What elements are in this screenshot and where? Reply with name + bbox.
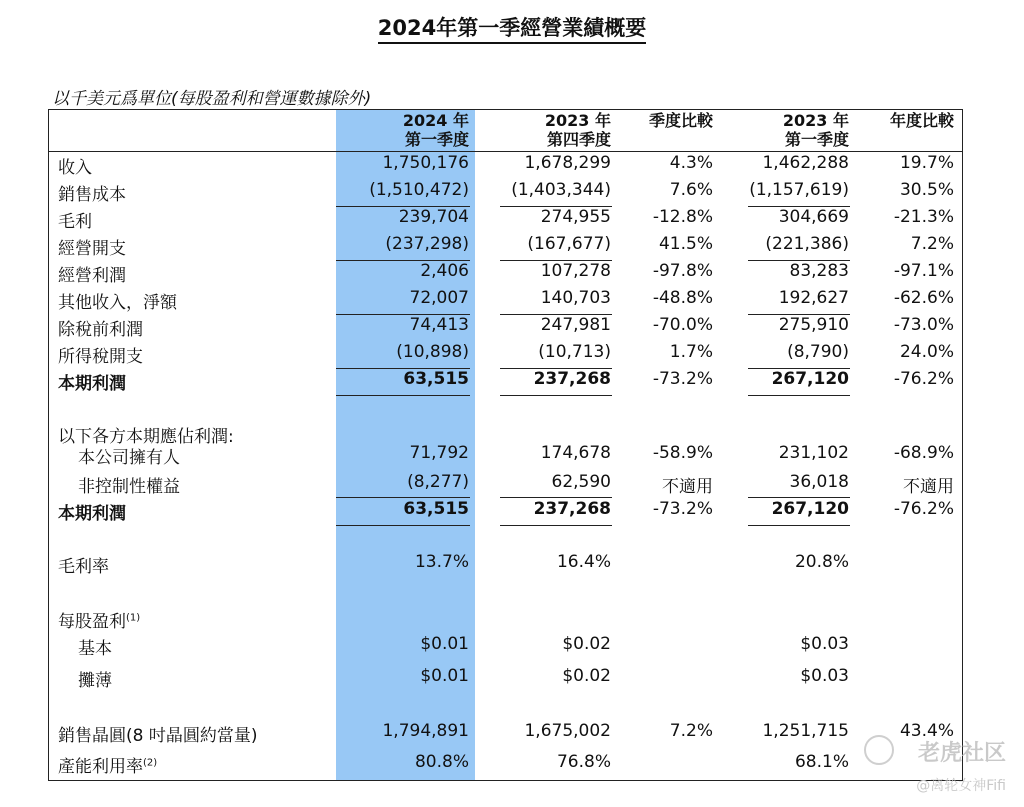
cell-2023q4: 237,268 <box>533 499 611 519</box>
cell-2024q1: 63,515 <box>403 499 469 519</box>
cell-2023q4: (167,677) <box>527 234 611 254</box>
cell-qoq: 不適用 <box>662 477 713 497</box>
total-rule <box>500 525 612 526</box>
row-label: 非控制性權益 <box>78 477 180 497</box>
row-label: 經營開支 <box>58 239 126 259</box>
cell-qoq: -12.8% <box>652 207 713 227</box>
cell-qoq: -48.8% <box>652 288 713 308</box>
cell-qoq: -58.9% <box>652 443 713 463</box>
header-col-yoy <box>890 111 954 130</box>
cell-qoq: 7.6% <box>669 180 713 200</box>
cell-qoq: 1.7% <box>669 342 713 362</box>
cell-2024q1: 72,007 <box>409 288 469 308</box>
cell-yoy: -62.6% <box>893 288 954 308</box>
subtotal-rule <box>336 497 470 498</box>
cell-yoy: -76.2% <box>893 369 954 389</box>
cell-2023q4: $0.02 <box>562 666 611 686</box>
cell-qoq: -73.2% <box>652 369 713 389</box>
cell-2024q1: 63,515 <box>403 369 469 389</box>
row-label: 本期利潤 <box>58 374 126 394</box>
subtotal-rule <box>748 497 850 498</box>
watermark-logo-icon <box>864 735 894 765</box>
table-row-eps-heading <box>0 607 1024 634</box>
header-col-2024q1 <box>403 111 469 149</box>
cell-2023q4: 1,678,299 <box>524 153 611 173</box>
cell-2023q4: 107,278 <box>540 261 611 281</box>
row-label: 毛利率 <box>58 557 109 577</box>
cell-2023q4: 16.4% <box>556 552 611 572</box>
table-row-owners <box>0 443 1024 470</box>
table-row-eps-basic <box>0 634 1024 661</box>
row-label <box>58 752 157 777</box>
cell-yoy: -97.1% <box>893 261 954 281</box>
total-rule <box>336 395 470 396</box>
table-row-profit-for-period <box>0 369 1024 396</box>
cell-2023q4: 1,675,002 <box>524 721 611 741</box>
cell-yoy: -73.0% <box>893 315 954 335</box>
row-label: 毛利 <box>58 212 92 232</box>
cell-yoy: 30.5% <box>899 180 954 200</box>
cell-2023q1: 231,102 <box>778 443 849 463</box>
cell-2024q1: 239,704 <box>398 207 469 227</box>
cell-2023q4: 140,703 <box>540 288 611 308</box>
total-rule <box>748 525 850 526</box>
header-col-qoq-text: 季度比較 <box>648 111 713 130</box>
cell-qoq: 7.2% <box>669 721 713 741</box>
cell-2023q1: 36,018 <box>789 472 849 492</box>
table-row-profit-for-period-2 <box>0 499 1024 526</box>
table-row-gross-margin <box>0 552 1024 579</box>
cell-2024q1: (10,898) <box>396 342 469 362</box>
total-rule <box>336 525 470 526</box>
cell-2023q1: $0.03 <box>800 666 849 686</box>
header-col-yoy-text: 年度比較 <box>889 111 954 130</box>
unit-note: 以千美元爲單位(每股盈利和營運數據除外) <box>52 89 372 109</box>
header-rule <box>48 151 963 152</box>
page-title <box>0 12 1024 42</box>
table-row-other-income <box>0 288 1024 315</box>
total-rule <box>748 395 850 396</box>
row-label-text: 產能利用率 <box>58 757 143 777</box>
row-label: 經營利潤 <box>58 266 126 286</box>
total-rule <box>500 395 612 396</box>
footnote-marker: (2) <box>143 757 158 769</box>
header-col-2023q4 <box>545 111 611 149</box>
cell-2024q1: 80.8% <box>414 752 469 772</box>
cell-yoy: 7.2% <box>910 234 954 254</box>
row-label <box>58 607 140 632</box>
table-row-non-controlling <box>0 472 1024 499</box>
cell-2023q1: 1,251,715 <box>762 721 849 741</box>
row-label: 銷售晶圓(8 吋晶圓約當量) <box>58 726 258 746</box>
cell-2023q1: 83,283 <box>789 261 849 281</box>
header-col-2023q4-quarter: 第四季度 <box>546 130 611 149</box>
cell-qoq: -97.8% <box>652 261 713 281</box>
row-label: 本期利潤 <box>58 504 126 524</box>
table-row-operating-profit <box>0 261 1024 288</box>
cell-2024q1: (237,298) <box>385 234 469 254</box>
cell-yoy: 不適用 <box>903 477 954 497</box>
cell-2023q1: 192,627 <box>778 288 849 308</box>
watermark-handle: @离轮女神Fifi <box>916 778 1006 794</box>
cell-2023q1: 275,910 <box>778 315 849 335</box>
row-label: 攤薄 <box>78 671 112 691</box>
header-col-2023q1 <box>783 111 849 149</box>
cell-2023q1: (8,790) <box>787 342 849 362</box>
cell-2023q4: 62,590 <box>551 472 611 492</box>
cell-2023q1: 20.8% <box>794 552 849 572</box>
cell-2023q4: (10,713) <box>538 342 611 362</box>
row-label-text: 每股盈利 <box>58 612 126 632</box>
cell-2023q1: (221,386) <box>765 234 849 254</box>
row-label: 銷售成本 <box>58 185 126 205</box>
row-label: 其他收入，淨額 <box>58 293 177 313</box>
cell-2024q1: (8,277) <box>407 472 469 492</box>
cell-2024q1: 74,413 <box>409 315 469 335</box>
cell-2023q4: 247,981 <box>540 315 611 335</box>
watermark-brand: 老虎社区 <box>917 741 1006 766</box>
footnote-marker: (1) <box>126 612 141 624</box>
cell-qoq: 41.5% <box>658 234 713 254</box>
cell-2024q1: $0.01 <box>420 634 469 654</box>
cell-2023q4: 237,268 <box>533 369 611 389</box>
cell-yoy: -21.3% <box>893 207 954 227</box>
table-row-income-tax <box>0 342 1024 369</box>
cell-2023q4: 76.8% <box>556 752 611 772</box>
table-row-operating-expenses <box>0 234 1024 261</box>
row-label: 本公司擁有人 <box>78 448 180 468</box>
cell-2024q1: $0.01 <box>420 666 469 686</box>
header-col-2023q1-quarter: 第一季度 <box>784 130 849 149</box>
cell-qoq: -70.0% <box>652 315 713 335</box>
cell-2023q4: $0.02 <box>562 634 611 654</box>
cell-yoy: -68.9% <box>893 443 954 463</box>
cell-2023q4: (1,403,344) <box>511 180 611 200</box>
cell-2023q1: 1,462,288 <box>762 153 849 173</box>
cell-2023q1: $0.03 <box>800 634 849 654</box>
table-row-eps-diluted <box>0 666 1024 693</box>
cell-2023q4: 174,678 <box>540 443 611 463</box>
row-label: 基本 <box>78 639 112 659</box>
row-label: 所得稅開支 <box>58 347 143 367</box>
cell-2024q1: 1,794,891 <box>382 721 469 741</box>
header-col-2023q1-year: 2023 年 <box>782 111 849 130</box>
cell-2024q1: (1,510,472) <box>369 180 469 200</box>
cell-2024q1: 1,750,176 <box>382 153 469 173</box>
cell-yoy: 24.0% <box>899 342 954 362</box>
cell-2024q1: 71,792 <box>409 443 469 463</box>
header-col-2023q4-year: 2023 年 <box>544 111 611 130</box>
table-row-profit-before-tax <box>0 315 1024 342</box>
cell-qoq: 4.3% <box>669 153 713 173</box>
header-col-qoq <box>649 111 713 130</box>
cell-yoy: -76.2% <box>893 499 954 519</box>
cell-qoq: -73.2% <box>652 499 713 519</box>
cell-2023q1: 68.1% <box>794 752 849 772</box>
cell-2023q4: 274,955 <box>540 207 611 227</box>
cell-2023q1: 304,669 <box>778 207 849 227</box>
table-row-gross-profit <box>0 207 1024 234</box>
cell-2023q1: 267,120 <box>771 499 849 519</box>
cell-yoy: 19.7% <box>899 153 954 173</box>
page-title-text: 2024年第一季經營業績概要 <box>378 16 646 44</box>
row-label: 以下各方本期應佔利潤: <box>58 427 234 447</box>
row-label: 收入 <box>58 158 92 178</box>
table-row-cost-of-sales <box>0 180 1024 207</box>
cell-2023q1: (1,157,619) <box>749 180 849 200</box>
subtotal-rule <box>500 497 612 498</box>
cell-yoy: 43.4% <box>899 721 954 741</box>
header-col-2024q1-year: 2024 年 <box>402 111 469 130</box>
table-row-revenue <box>0 153 1024 180</box>
row-label: 除稅前利潤 <box>58 320 143 340</box>
header-col-2024q1-quarter: 第一季度 <box>404 130 469 149</box>
cell-2024q1: 2,406 <box>420 261 469 281</box>
cell-2024q1: 13.7% <box>414 552 469 572</box>
cell-2023q1: 267,120 <box>771 369 849 389</box>
